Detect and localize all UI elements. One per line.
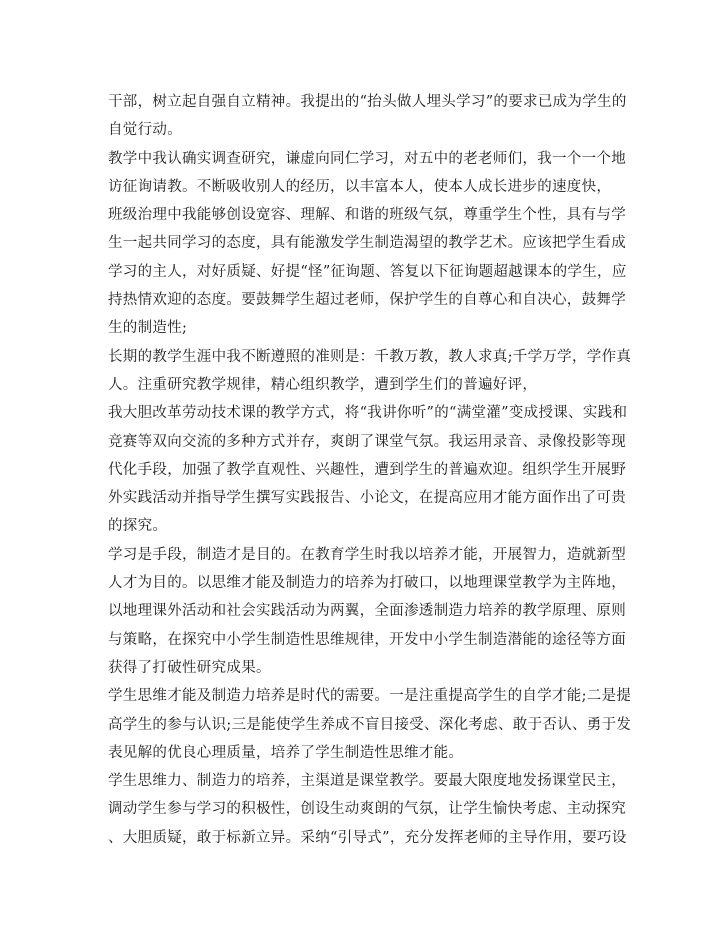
text-line: 代化手段，加强了教学直观性、兴趣性，遭到学生的普遍欢迎。组织学生开展野 — [108, 461, 626, 478]
text-line: 我大胆改革劳动技术课的教学方式，将“我讲你听”的“满堂灌”变成授课、实践和 — [108, 405, 628, 422]
text-line: 班级治理中我能够创设宽容、理解、和谐的班级气氛，尊重学生个性，具有与学 — [108, 207, 626, 224]
text-line: 调动学生参与学习的积极性，创设生动爽朗的气氛，让学生愉快考虑、主动探究 — [108, 801, 626, 818]
text-line: 长期的教学生涯中我不断遵照的准则是：千教万教，教人求真;千学万学，学作真 — [108, 348, 632, 365]
text-line: 学生思维力、制造力的培养，主渠道是课堂教学。要最大限度地发扬课堂民主， — [108, 773, 626, 790]
text-line: 获得了打破性研究成果。 — [108, 659, 271, 676]
text-line: 高学生的参与认识;三是能使学生养成不盲目接受、深化考虑、敢于否认、勇于发 — [108, 716, 632, 733]
document-body — [108, 88, 632, 852]
text-line: 以地理课外活动和社会实践活动为两翼，全面渗透制造力培养的教学原理、原则 — [108, 603, 626, 620]
text-line: 干部，树立起自强自立精神。我提出的“抬头做人埋头学习”的要求已成为学生的 — [108, 94, 627, 110]
text-line: 学习是手段，制造才是目的。在教育学生时我以培养才能，开展智力，造就新型 — [108, 546, 626, 563]
text-line: 自觉行动。 — [108, 122, 182, 139]
text-line: 人才为目的。以思维才能及制造力的培养为打破口，以地理课堂教学为主阵地， — [108, 575, 626, 592]
text-line: 、大胆质疑，敢于标新立异。采纳“引导式”，充分发挥老师的主导作用，要巧设 — [108, 829, 627, 846]
text-line: 竞赛等双向交流的多种方式并存，爽朗了课堂气氛。我运用录音、录像投影等现 — [108, 433, 626, 450]
text-line: 生一起共同学习的态度，具有能激发学生制造渴望的教学艺术。应该把学生看成 — [108, 235, 626, 252]
text-line: 教学中我认确实调查研究，谦虚向同仁学习，对五中的老老师们，我一个一个地 — [108, 150, 626, 167]
text-line: 表见解的优良心理质量，培养了学生制造性思维才能。 — [108, 744, 464, 761]
text-line: 与策略，在探究中小学生制造性思维规律，开发中小学生制造潜能的途径等方面 — [108, 631, 626, 648]
text-line: 人。注重研究教学规律，精心组织教学，遭到学生们的普遍好评， — [108, 376, 538, 393]
text-line: 的探究。 — [108, 518, 168, 535]
text-line: 学生思维才能及制造力培养是时代的需要。一是注重提高学生的自学才能;二是提 — [108, 688, 632, 705]
text-line: 外实践活动并指导学生撰写实践报告、小论文，在提高应用才能方面作出了可贵 — [108, 490, 626, 507]
text-line: 访征询请教。不断吸收别人的经历，以丰富本人，使本人成长进步的速度快， — [108, 178, 612, 195]
text-line: 生的制造性; — [108, 320, 188, 337]
text-line: 学习的主人，对好质疑、好提“怪”征询题、答复以下征询题超越课本的学生，应 — [108, 263, 627, 280]
text-line: 持热情欢迎的态度。要鼓舞学生超过老师，保护学生的自尊心和自决心，鼓舞学 — [108, 292, 626, 309]
